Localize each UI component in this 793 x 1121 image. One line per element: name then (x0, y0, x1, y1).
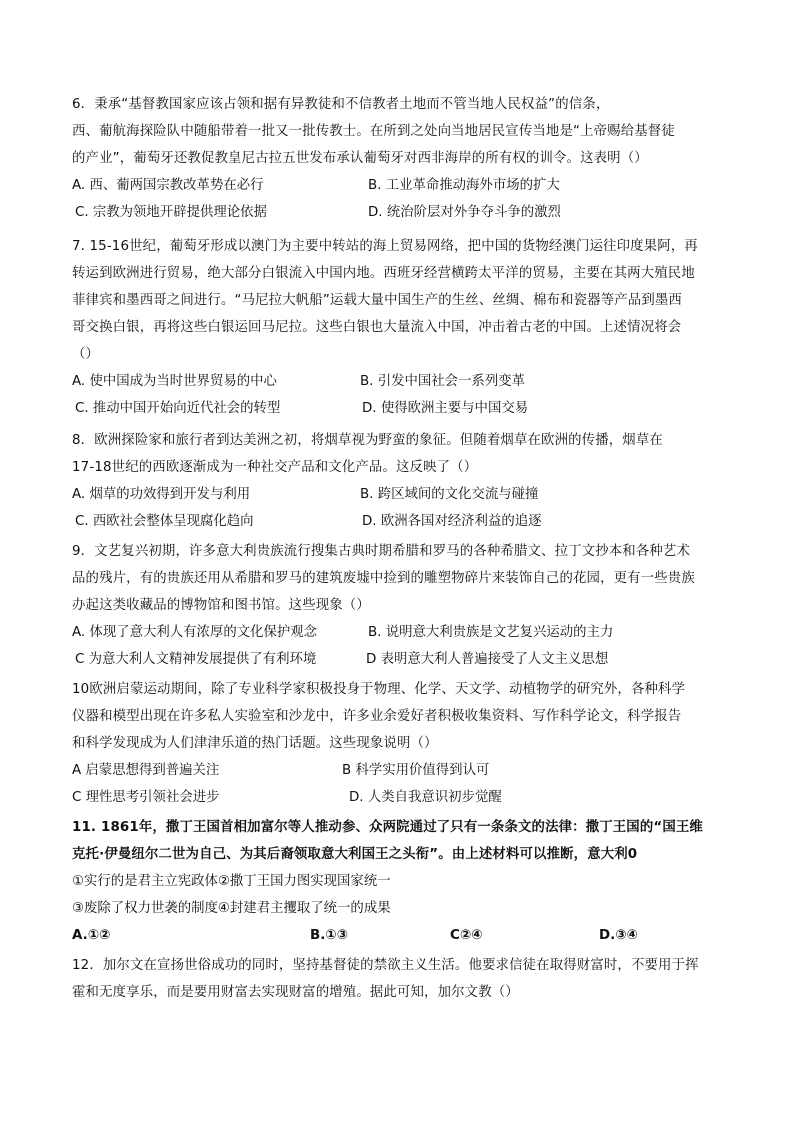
option-c[interactable]: C 理性思考引领社会进步 (72, 790, 220, 805)
option-row (72, 619, 722, 646)
option-a[interactable]: A 启蒙思想得到普遍关注 (72, 763, 220, 778)
option-d[interactable]: D. 人类自我意识初步觉醒 (349, 790, 502, 805)
option-d[interactable]: D. 欧洲各国对经济利益的追逐 (362, 514, 542, 529)
option-c[interactable]: C 为意大利人文精神发展提供了有利环境 (75, 652, 317, 667)
option-d[interactable]: D. 使得欧洲主要与中国交易 (362, 401, 529, 416)
question-text-line: 品的残片，有的贵族还用从希腊和罗马的建筑废墟中捡到的雕塑物碎片来装饰自己的花园，更有一些贵族 (72, 571, 695, 586)
option-b[interactable]: B. 引发中国社会一系列变革 (360, 374, 525, 389)
question-11 (72, 814, 722, 949)
question-text-line: 10欧洲启蒙运动期间，除了专业科学家积极投身于物理、化学、天文学、动植物学的研究外，各种科学 (72, 682, 686, 697)
option-row (72, 784, 722, 811)
option-row (72, 922, 722, 949)
question-text-line: 和科学发现成为人们津津乐道的热门话题。这些现象说明（） (72, 736, 438, 751)
question-text-line: 11. 1861年，撒丁王国首相加富尔等人推动参、众两院通过了只有一条条文的法律：撒丁王国的“国王维 (72, 820, 703, 835)
statement-line: ③废除了权力世袭的制度④封建君主攫取了统一的成果 (72, 901, 391, 916)
option-row (72, 199, 722, 226)
question-text-line: 17-18世纪的西欧逐渐成为一种社交产品和文化产品。这反映了（） (72, 460, 478, 475)
option-c[interactable]: C. 推动中国开始向近代社会的转型 (75, 401, 281, 416)
option-row (72, 646, 722, 673)
option-c[interactable]: C②④ (450, 928, 483, 943)
option-a[interactable]: A. 西、葡两国宗教改革势在必行 (72, 178, 264, 193)
question-text-line: 克托·伊曼纽尔二世为自己、为其后裔领取意大利国王之头衔”。由上述材料可以推断，意大利0 (72, 847, 638, 862)
question-9 (72, 538, 722, 673)
option-a[interactable]: A. 使中国成为当时世界贸易的中心 (72, 374, 277, 389)
option-row (72, 368, 722, 395)
option-c[interactable]: C. 西欧社会整体呈现腐化趋向 (75, 514, 254, 529)
option-row (72, 757, 722, 784)
question-text-line: 12．加尔文在宣扬世俗成功的同时，坚持基督徒的禁欲主义生活。他要求信徒在取得财富时，不要用于挥 (72, 958, 699, 973)
option-a[interactable]: A.①② (72, 928, 111, 943)
option-a[interactable]: A. 体现了意大利人有浓厚的文化保护观念 (72, 625, 318, 640)
question-text-line: 9．文艺复兴初期，许多意大利贵族流行搜集古典时期希腊和罗马的各种希腊文、拉丁文抄本和各种艺术 (72, 544, 690, 559)
option-b[interactable]: B. 跨区域间的文化交流与碰撞 (360, 487, 539, 502)
option-d[interactable]: D. 统治阶层对外争夺斗争的激烈 (368, 205, 561, 220)
question-text-line: 哥交换白银，再将这些白银运回马尼拉。这些白银也大量流入中国，冲击着古老的中国。上述情况将会 (72, 320, 682, 335)
question-text-line: 7. 15-16世纪，葡萄牙形成以澳门为主要中转站的海上贸易网络，把中国的货物经澳门运往印度果阿，再 (72, 239, 698, 254)
option-b[interactable]: B 科学实用价值得到认可 (342, 763, 490, 778)
option-a[interactable]: A. 烟草的功效得到开发与利用 (72, 487, 251, 502)
statement-line: ①实行的是君主立宪政体②撒丁王国力图实现国家统一 (72, 874, 391, 889)
question-8 (72, 427, 722, 535)
option-row (72, 481, 722, 508)
question-text-line: 的产业”，葡萄牙还教促教皇尼古拉五世发布承认葡萄牙对西非海岸的所有权的训令。这表明（） (72, 151, 648, 166)
question-text-line: 仪器和模型出现在许多私人实验室和沙龙中，许多业余爱好者积极收集资料、写作科学论文，科学报告 (72, 709, 682, 724)
question-12 (72, 952, 722, 1006)
question-text-line: 西、葡航海探险队中随船带着一批又一批传教士。在所到之处向当地居民宣传当地是“上帝赐给基督徒 (72, 124, 675, 139)
question-text-line: 菲律宾和墨西哥之间进行。“马尼拉大帆船”运载大量中国生产的生丝、丝绸、棉布和瓷器等产品到墨西 (72, 293, 682, 308)
question-text-line: 办起这类收藏品的博物馆和图书馆。这些现象（） (72, 598, 370, 613)
question-text-line: 霍和无度享乐，而是要用财富去实现财富的增殖。据此可知，加尔文教（） (72, 985, 519, 1000)
option-b[interactable]: B. 说明意大利贵族是文艺复兴运动的主力 (368, 625, 614, 640)
question-text-line: 转运到欧洲进行贸易，绝大部分白银流入中国内地。西班牙经营横跨太平洋的贸易，主要在其两大殖民地 (72, 266, 695, 281)
option-c[interactable]: C. 宗教为领地开辟提供理论依据 (75, 205, 267, 220)
option-b[interactable]: B. 工业革命推动海外市场的扩大 (368, 178, 560, 193)
question-6 (72, 91, 722, 226)
question-text-line: （） (72, 347, 100, 362)
question-text-line: 8．欧洲探险家和旅行者到达美洲之初，将烟草视为野蛮的象征。但随着烟草在欧洲的传播，烟草在 (72, 433, 663, 448)
option-row (72, 508, 722, 535)
question-7 (72, 233, 722, 422)
question-10 (72, 676, 722, 811)
option-d[interactable]: D 表明意大利人普遍接受了人文主义思想 (366, 652, 609, 667)
option-row (72, 172, 722, 199)
option-row (72, 395, 722, 422)
option-b[interactable]: B.①③ (310, 928, 348, 943)
question-text-line: 6．秉承“基督教国家应该占领和据有异教徒和不信教者土地而不管当地人民权益”的信条， (72, 97, 610, 112)
option-d[interactable]: D.③④ (599, 928, 638, 943)
